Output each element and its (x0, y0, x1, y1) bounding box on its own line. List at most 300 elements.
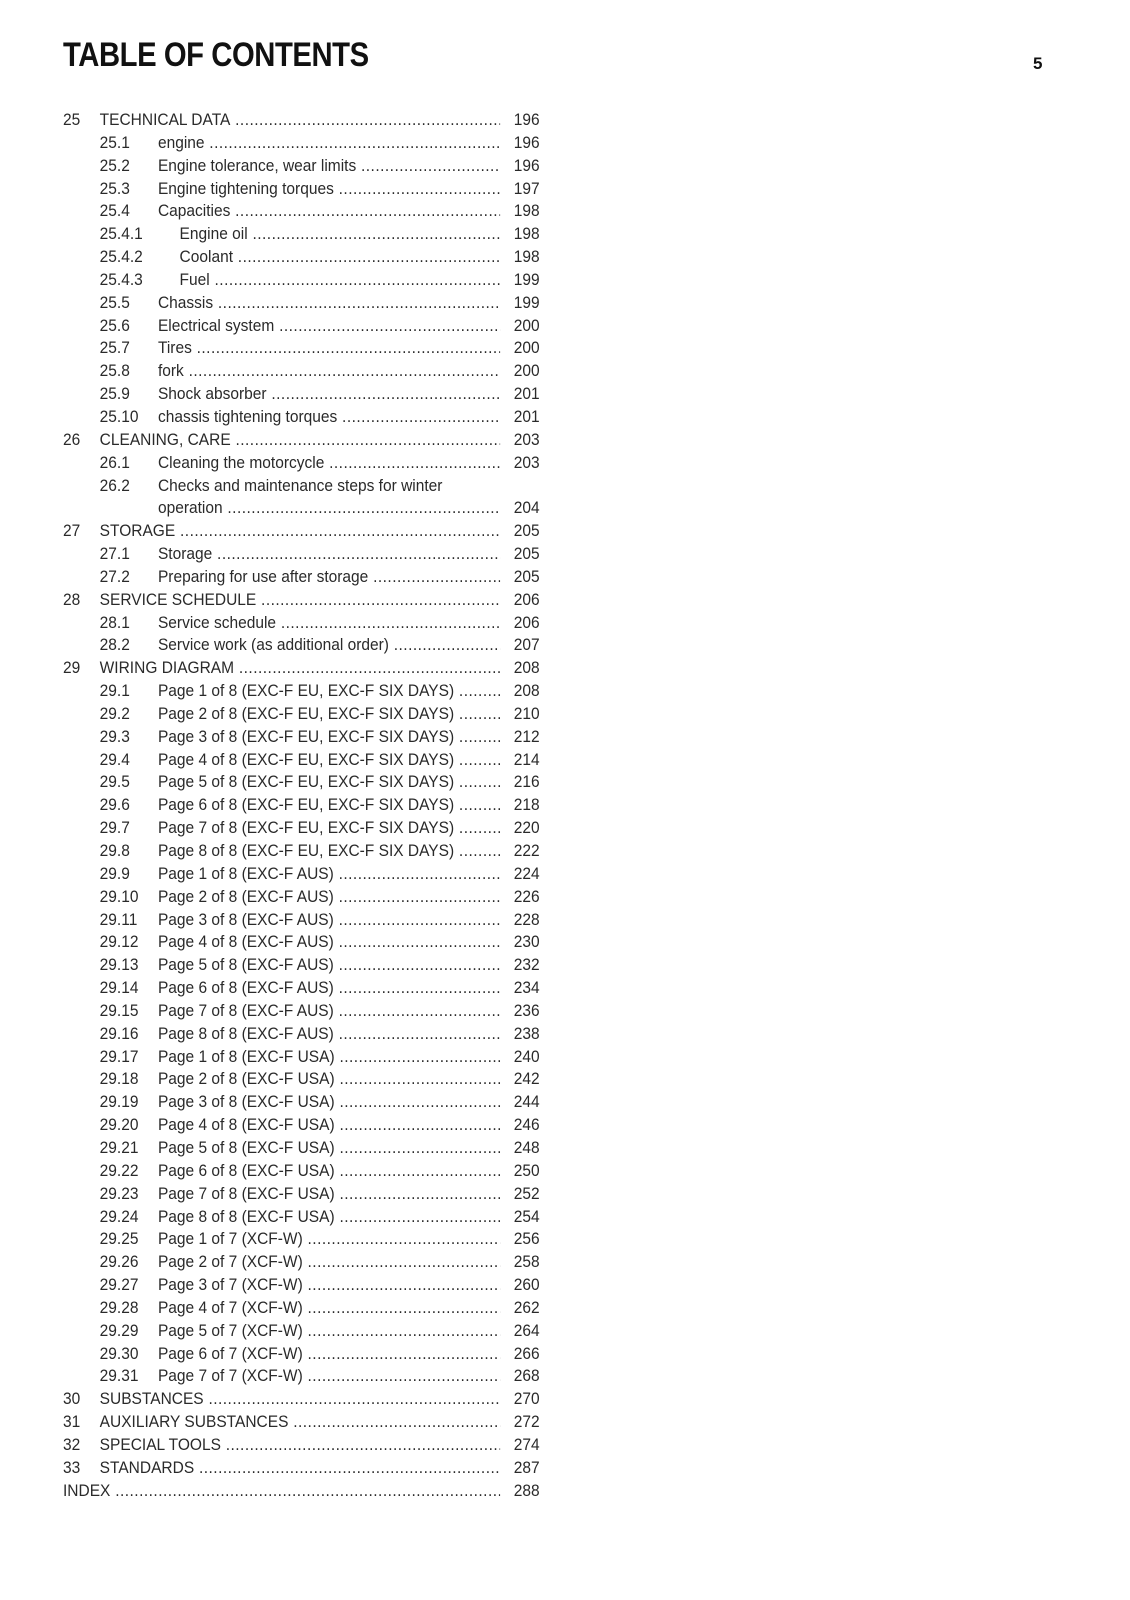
toc-entry[interactable] (63, 178, 540, 201)
toc-entry-title (100, 1457, 500, 1480)
toc-entry-number: 25.8 (99, 362, 130, 381)
toc-entry-number: 29.22 (99, 1161, 139, 1180)
toc-entry-number: 29.27 (99, 1276, 139, 1295)
toc-entry-title (100, 657, 500, 680)
toc-entry-page: 260 (513, 1276, 540, 1295)
toc-entry-title-text: Page 4 of 8 (EXC-F USA) (157, 1116, 335, 1135)
toc-entry[interactable] (63, 1434, 540, 1457)
toc-entry-title (158, 863, 500, 886)
toc-entry-number: 29.9 (99, 864, 130, 883)
toc-entry-title (158, 1068, 500, 1091)
toc-entry-title-text: Page 8 of 8 (EXC-F AUS) (157, 1024, 334, 1043)
toc-entry[interactable] (63, 132, 540, 155)
toc-entry-page: 206 (513, 590, 540, 609)
toc-entry-number: 32 (63, 1435, 81, 1454)
toc-entry-title-text: Engine tolerance, wear limits (157, 156, 357, 175)
toc-entry-title (180, 246, 501, 269)
toc-entry-page: 254 (513, 1207, 540, 1226)
toc-entry-page: 199 (513, 293, 540, 312)
toc-entry-title-text: Tires (157, 339, 192, 358)
toc-entry[interactable] (63, 1411, 540, 1434)
toc-entry-number: 25 (63, 111, 81, 129)
toc-entry-title-text: Engine tightening torques (157, 179, 334, 198)
toc-entry-page: 224 (513, 864, 540, 883)
toc-entry-title-text: Page 6 of 8 (EXC-F EU, EXC-F SIX DAYS) (157, 796, 455, 815)
toc-entry[interactable] (63, 634, 540, 657)
toc-entry-title (158, 497, 500, 520)
toc-entry-title (158, 1137, 500, 1160)
toc-entry-number: 25.4 (99, 202, 130, 221)
toc-entry[interactable] (63, 543, 540, 566)
toc-entry-title (100, 109, 500, 132)
toc-entry-page: 266 (513, 1344, 540, 1363)
toc-entry-page: 197 (513, 179, 540, 198)
toc-entry-title (158, 337, 500, 360)
toc-entry-page: 205 (513, 567, 540, 586)
toc-entry-page: 222 (513, 842, 540, 860)
toc-entry-title-text: Page 1 of 8 (EXC-F EU, EXC-F SIX DAYS) (157, 682, 455, 701)
toc-entry-title (158, 612, 500, 635)
toc-entry[interactable] (63, 1206, 540, 1229)
toc-entry[interactable] (63, 657, 540, 680)
toc-entry-page: 258 (513, 1253, 540, 1272)
toc-entry-title (158, 680, 500, 703)
toc-entry-page: 244 (513, 1093, 540, 1112)
toc-entry-title-text: Page 4 of 7 (XCF-W) (157, 1298, 303, 1317)
toc-entry[interactable] (63, 909, 540, 932)
toc-entry-title-text: Page 2 of 8 (EXC-F EU, EXC-F SIX DAYS) (157, 704, 455, 723)
toc-entry-number: 25.4.2 (99, 248, 143, 267)
toc-entry-title (158, 1206, 500, 1229)
toc-entry-page: 205 (513, 545, 540, 564)
toc-entry-title-text: SPECIAL TOOLS (99, 1435, 221, 1454)
toc-entry-page: 250 (513, 1161, 540, 1180)
toc-entry-title-text: WIRING DIAGRAM (99, 659, 235, 678)
toc-entry-number: 29 (63, 659, 81, 678)
toc-entry-title-text: Coolant (179, 248, 234, 267)
toc-entry-number: 25.9 (99, 385, 130, 404)
toc-entry-page: 201 (513, 385, 540, 404)
toc-entry-page: 234 (513, 979, 540, 998)
toc-entry-page: 207 (513, 636, 540, 655)
toc-entry-title-text: Page 5 of 8 (EXC-F USA) (157, 1138, 335, 1157)
toc-entry-title-text: Page 4 of 8 (EXC-F AUS) (157, 933, 334, 952)
toc-entry-title-text: CLEANING, CARE (99, 430, 231, 449)
toc-entry-number: 25.2 (99, 156, 130, 175)
toc-entry[interactable] (63, 1228, 540, 1251)
toc-entry-title-text: INDEX (63, 1481, 111, 1500)
toc-entry-number: 29.16 (99, 1024, 139, 1043)
toc-entry-title (158, 155, 500, 178)
toc-entry[interactable] (63, 1457, 540, 1480)
toc-entry-page: 264 (513, 1321, 540, 1340)
toc-entry-page: 203 (513, 430, 540, 449)
toc-entry-page: 248 (513, 1138, 540, 1157)
toc-entry-number: 29.25 (99, 1230, 139, 1249)
toc-entry-page: 200 (513, 339, 540, 358)
toc-entry[interactable] (63, 612, 540, 635)
toc-entry-title-text: SUBSTANCES (99, 1390, 204, 1409)
toc-entry-title (158, 749, 500, 772)
toc-entry-number: 29.4 (99, 750, 130, 769)
toc-entry[interactable] (63, 1320, 540, 1343)
toc-entry-number: 27 (63, 522, 81, 541)
toc-entry-page: 198 (513, 225, 540, 244)
toc-entry-number: 29.5 (99, 773, 130, 792)
toc-entry-page: 272 (513, 1413, 540, 1432)
toc-entry-title (158, 817, 500, 840)
toc-entry-number: 29.13 (99, 956, 139, 975)
toc-entry-title (158, 931, 500, 954)
toc-entry-title-text: Chassis (157, 293, 214, 312)
toc-entry-page: 262 (513, 1298, 540, 1317)
toc-entry[interactable] (63, 1068, 540, 1091)
toc-entry-number: 26.1 (99, 453, 130, 472)
table-of-contents (63, 109, 540, 1502)
toc-entry-page: 208 (513, 682, 540, 701)
toc-entry-title (158, 178, 500, 201)
toc-entry-number: 29.31 (99, 1367, 139, 1386)
toc-entry-title (158, 977, 500, 1000)
toc-entry-title (158, 909, 500, 932)
toc-entry-title-text: AUXILIARY SUBSTANCES (99, 1413, 289, 1432)
toc-entry-title (158, 200, 500, 223)
toc-entry[interactable] (63, 726, 540, 749)
toc-entry-title (158, 1320, 500, 1343)
toc-entry-page: 256 (513, 1230, 540, 1249)
toc-entry-title (180, 223, 501, 246)
toc-entry[interactable] (63, 566, 540, 589)
toc-entry-page: 205 (513, 522, 540, 541)
toc-entry-number: 25.7 (99, 339, 130, 358)
toc-entry-title-text: Page 7 of 8 (EXC-F EU, EXC-F SIX DAYS) (157, 819, 455, 838)
toc-entry-number: 29.24 (99, 1207, 139, 1226)
toc-entry-title-text: Page 6 of 8 (EXC-F USA) (157, 1161, 335, 1180)
toc-entry-title (100, 429, 500, 452)
toc-entry-number: 26.2 (99, 476, 130, 495)
toc-entry-number: 29.17 (99, 1047, 139, 1066)
toc-entry-page: 230 (513, 933, 540, 952)
toc-entry-title-text: operation (157, 499, 223, 518)
toc-entry-title (158, 566, 500, 589)
toc-entry-page: 198 (513, 248, 540, 267)
toc-entry[interactable] (63, 771, 540, 794)
toc-entry-title (158, 703, 500, 726)
toc-entry[interactable] (63, 1114, 540, 1137)
toc-entry-number: 27.2 (99, 567, 130, 586)
toc-entry-page: 268 (513, 1367, 540, 1386)
toc-entry[interactable] (63, 1183, 540, 1206)
toc-entry-title-text: Preparing for use after storage (157, 567, 369, 586)
toc-entry-page: 200 (513, 362, 540, 381)
toc-entry-title (158, 840, 500, 863)
toc-entry-number: 29.21 (99, 1138, 139, 1157)
toc-entry-title-text: Page 2 of 7 (XCF-W) (157, 1253, 303, 1272)
toc-entry-number: 25.4.1 (99, 225, 143, 244)
toc-entry[interactable] (63, 1388, 540, 1411)
toc-entry[interactable] (63, 1160, 540, 1183)
toc-entry[interactable] (63, 109, 540, 132)
toc-entry-title (158, 406, 500, 429)
toc-entry-page: 220 (513, 819, 540, 838)
toc-entry-number: 29.18 (99, 1070, 139, 1089)
toc-entry-title-text: Page 7 of 8 (EXC-F USA) (157, 1184, 335, 1203)
toc-entry-number: 29.23 (99, 1184, 139, 1203)
toc-entry-title-text: Service work (as additional order) (157, 636, 389, 655)
toc-entry[interactable] (63, 703, 540, 726)
toc-entry-title-text: Page 3 of 8 (EXC-F USA) (157, 1093, 335, 1112)
toc-entry-title-text: Page 7 of 7 (XCF-W) (157, 1367, 303, 1386)
toc-entry[interactable] (63, 223, 540, 246)
toc-entry[interactable] (63, 794, 540, 817)
toc-entry-title (158, 1251, 500, 1274)
toc-entry-title (158, 1343, 500, 1366)
toc-entry-number: 25.4.3 (99, 270, 143, 289)
toc-entry-title (158, 1365, 500, 1388)
toc-entry-title-text: Cleaning the motorcycle (157, 453, 325, 472)
toc-entry-page: 274 (513, 1435, 540, 1454)
toc-entry[interactable] (63, 1297, 540, 1320)
toc-entry-title-text: engine (157, 133, 205, 152)
toc-entry-page: 212 (513, 727, 540, 746)
toc-entry-title (158, 1000, 500, 1023)
toc-entry[interactable] (63, 315, 540, 338)
toc-entry-title-text: Page 8 of 8 (EXC-F USA) (157, 1207, 335, 1226)
toc-entry-title-text: Page 5 of 8 (EXC-F AUS) (157, 956, 334, 975)
toc-entry-page: 206 (513, 613, 540, 632)
toc-entry-title (158, 315, 500, 338)
toc-entry-page: 238 (513, 1024, 540, 1043)
toc-entry-page: 236 (513, 1001, 540, 1020)
toc-entry-title (158, 452, 500, 475)
toc-entry-page: 214 (513, 750, 540, 769)
toc-entry-page: 216 (513, 773, 540, 792)
toc-entry-title-text: Capacities (157, 202, 231, 221)
toc-entry-title-text: SERVICE SCHEDULE (99, 590, 257, 609)
toc-entry-title-text: STORAGE (99, 522, 176, 541)
toc-entry-number: 29.1 (99, 682, 130, 701)
toc-entry-page: 246 (513, 1116, 540, 1135)
toc-entry-number: 25.6 (99, 316, 130, 335)
toc-entry-page: 196 (513, 133, 540, 152)
toc-entry-title (158, 1114, 500, 1137)
toc-entry-title (100, 589, 500, 612)
toc-entry[interactable] (63, 1365, 540, 1388)
toc-entry-title-text: STANDARDS (99, 1458, 195, 1477)
toc-entry-title (158, 1297, 500, 1320)
toc-entry[interactable] (63, 1023, 540, 1046)
toc-entry-number: 27.1 (99, 545, 130, 564)
toc-entry-number: 29.12 (99, 933, 139, 952)
toc-entry[interactable] (63, 863, 540, 886)
toc-entry-title-text: Page 2 of 8 (EXC-F AUS) (157, 887, 334, 906)
toc-entry-title (100, 1434, 500, 1457)
toc-entry-title (158, 1023, 500, 1046)
toc-entry-number: 29.26 (99, 1253, 139, 1272)
toc-entry[interactable] (63, 475, 540, 521)
toc-entry[interactable] (63, 155, 540, 178)
toc-entry-page: 288 (513, 1481, 540, 1500)
toc-entry-title-text: Page 6 of 7 (XCF-W) (157, 1344, 303, 1363)
toc-entry[interactable] (63, 406, 540, 429)
toc-entry[interactable] (63, 817, 540, 840)
toc-entry-title-text: Electrical system (157, 316, 275, 335)
toc-entry-number: 29.3 (99, 727, 130, 746)
toc-entry-number: 29.30 (99, 1344, 139, 1363)
toc-entry-number: 29.11 (99, 910, 138, 929)
toc-entry-page: 240 (513, 1047, 540, 1066)
toc-entry-page: 196 (513, 111, 540, 129)
toc-entry-title (180, 269, 501, 292)
toc-entry-title (158, 1183, 500, 1206)
toc-entry-title (158, 292, 500, 315)
toc-entry-title (158, 1274, 500, 1297)
toc-entry-title-line1: Checks and maintenance steps for winter (157, 476, 443, 495)
toc-entry-number: 30 (63, 1390, 81, 1409)
toc-entry-page: 242 (513, 1070, 540, 1089)
toc-entry-title-text: Page 1 of 7 (XCF-W) (157, 1230, 303, 1249)
toc-entry-page: 201 (513, 407, 540, 426)
toc-entry-title-text: Page 3 of 8 (EXC-F EU, EXC-F SIX DAYS) (157, 727, 455, 746)
toc-entry[interactable] (63, 977, 540, 1000)
toc-entry-title-text: Page 4 of 8 (EXC-F EU, EXC-F SIX DAYS) (157, 750, 455, 769)
toc-entry-title (158, 726, 500, 749)
toc-entry-title-text: fork (157, 362, 184, 381)
toc-entry[interactable] (63, 383, 540, 406)
toc-entry-page: 232 (513, 956, 540, 975)
toc-entry-page: 196 (513, 156, 540, 175)
toc-entry-number: 29.7 (99, 819, 130, 838)
toc-entry-title (158, 794, 500, 817)
toc-entry[interactable] (63, 1000, 540, 1023)
toc-entry[interactable] (63, 680, 540, 703)
toc-entry[interactable] (63, 1091, 540, 1114)
toc-entry-title (100, 1388, 500, 1411)
toc-entry-number: 25.10 (99, 407, 139, 426)
toc-entry[interactable] (63, 292, 540, 315)
toc-entry[interactable] (63, 1480, 540, 1503)
toc-entry[interactable] (63, 886, 540, 909)
toc-entry-title-text: TECHNICAL DATA (99, 111, 231, 129)
toc-entry-title (158, 1160, 500, 1183)
toc-entry-title (158, 1228, 500, 1251)
toc-entry-title-text: chassis tightening torques (157, 407, 338, 426)
toc-entry[interactable] (63, 1251, 540, 1274)
toc-entry-title-text: Page 5 of 8 (EXC-F EU, EXC-F SIX DAYS) (157, 773, 455, 792)
toc-entry-title-text: Page 1 of 8 (EXC-F AUS) (157, 864, 334, 883)
toc-entry-number: 33 (63, 1458, 81, 1477)
toc-entry-title (158, 886, 500, 909)
toc-entry-page: 228 (513, 910, 540, 929)
toc-entry-page: 252 (513, 1184, 540, 1203)
toc-entry-page: 200 (513, 316, 540, 335)
toc-entry-number: 29.20 (99, 1116, 139, 1135)
toc-entry-title-text: Page 2 of 8 (EXC-F USA) (157, 1070, 335, 1089)
toc-entry-number: 29.29 (99, 1321, 139, 1340)
toc-entry-page: 208 (513, 659, 540, 678)
toc-entry-title-text: Page 7 of 8 (EXC-F AUS) (157, 1001, 334, 1020)
toc-entry-title-text: Page 8 of 8 (EXC-F EU, EXC-F SIX DAYS) (157, 842, 455, 860)
toc-entry-title (158, 360, 500, 383)
toc-entry-title-text: Service schedule (157, 613, 277, 632)
toc-entry[interactable] (63, 337, 540, 360)
toc-entry[interactable] (63, 1343, 540, 1366)
toc-entry[interactable] (63, 931, 540, 954)
toc-entry-title-text: Page 5 of 7 (XCF-W) (157, 1321, 303, 1340)
toc-entry-title (158, 383, 500, 406)
toc-entry-title (100, 520, 500, 543)
toc-entry-number: 28.1 (99, 613, 130, 632)
toc-entry[interactable] (63, 520, 540, 543)
toc-entry-number: 26 (63, 430, 81, 449)
page-title: TABLE OF CONTENTS (63, 36, 369, 74)
toc-entry[interactable] (63, 954, 540, 977)
toc-entry-title-text: Fuel (179, 270, 210, 289)
toc-entry-title-text: Page 3 of 8 (EXC-F AUS) (157, 910, 334, 929)
toc-entry-page: 203 (513, 453, 540, 472)
toc-entry[interactable] (63, 360, 540, 383)
toc-entry[interactable] (63, 1274, 540, 1297)
toc-entry-page: 226 (513, 887, 540, 906)
toc-entry-page: 270 (513, 1390, 540, 1409)
toc-entry-page: 204 (513, 499, 540, 518)
toc-entry-title-text: Page 6 of 8 (EXC-F AUS) (157, 979, 334, 998)
toc-entry-page: 198 (513, 202, 540, 221)
toc-entry-number: 29.8 (99, 842, 130, 860)
toc-entry[interactable] (63, 269, 540, 292)
toc-entry-title-text: Page 1 of 8 (EXC-F USA) (157, 1047, 335, 1066)
toc-entry-number: 29.15 (99, 1001, 139, 1020)
toc-entry[interactable] (63, 589, 540, 612)
toc-entry[interactable] (63, 429, 540, 452)
toc-entry-number: 29.19 (99, 1093, 139, 1112)
toc-entry-title-text: Engine oil (179, 225, 248, 244)
toc-entry-title-text: Page 3 of 7 (XCF-W) (157, 1276, 303, 1295)
toc-entry-number: 25.1 (99, 133, 130, 152)
toc-entry-page: 199 (513, 270, 540, 289)
toc-entry-title (158, 543, 500, 566)
toc-entry[interactable] (63, 749, 540, 772)
toc-entry-number: 28 (63, 590, 81, 609)
toc-entry-title (158, 1046, 500, 1069)
toc-entry[interactable] (63, 840, 540, 863)
toc-entry-page: 210 (513, 704, 540, 723)
toc-entry-number: 29.28 (99, 1298, 139, 1317)
toc-entry[interactable] (63, 452, 540, 475)
toc-entry[interactable] (63, 246, 540, 269)
toc-entry-title-text: Storage (157, 545, 213, 564)
toc-entry-number: 25.5 (99, 293, 130, 312)
toc-entry[interactable] (63, 1137, 540, 1160)
toc-entry-number: 29.10 (99, 887, 139, 906)
toc-entry-title (158, 634, 500, 657)
toc-entry[interactable] (63, 200, 540, 223)
toc-entry-title (158, 1091, 500, 1114)
toc-entry-title-text: Shock absorber (157, 385, 267, 404)
toc-entry-number: 29.14 (99, 979, 139, 998)
toc-entry[interactable] (63, 1046, 540, 1069)
toc-entry-title (158, 132, 500, 155)
toc-entry-number: 29.2 (99, 704, 130, 723)
toc-entry-title (158, 771, 500, 794)
toc-entry-number: 29.6 (99, 796, 130, 815)
toc-entry-title (100, 1411, 500, 1434)
toc-entry-page: 218 (513, 796, 540, 815)
toc-entry-number: 25.3 (99, 179, 130, 198)
toc-entry-number: 31 (63, 1413, 81, 1432)
toc-entry-number: 28.2 (99, 636, 130, 655)
toc-entry-title (158, 954, 500, 977)
